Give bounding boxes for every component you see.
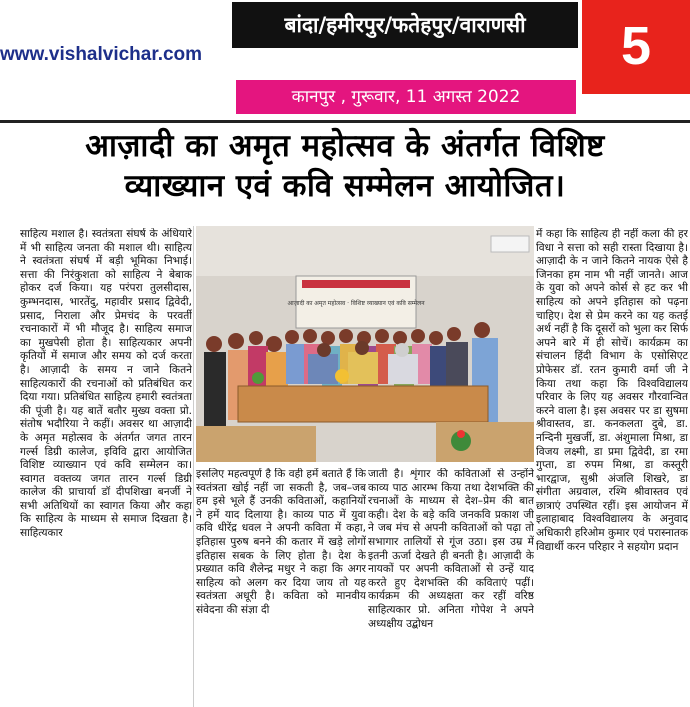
article-column-1: साहित्य मशाल है। स्वतंत्रता संघर्ष के अंधियारे में भी साहित्य जनता की मशाल थी। साहित्य ने स्वतंत्रता संघर्ष में बड़ी भूमिका निभाई। सत्ता की निरंकुशता को साहित्य ने बेबाक होकर दर्ज किया। यह परंपरा तुलसीदास, कुम्भनदास, भारतेंदु, महावीर प्रसाद द्विवेदी, प्रसाद, निराला और प्रेमचंद के परवर्ती रचनाकारों में भी मौजूद है। साहित्य समाज का मुखपेसी होता है। साहित्यकार अपनी कृतियों में समाज और समय को दर्ज करता है। आज़ादी के समय न जाने कितने साहित्यकारों की रचनाओं को प्रतिबंधित कर दिया गया। प्रतिबंधित साहित्य हमारी स्वतंत्रता की पूंजी है। यह बातें बतौर मुख्य वक्ता प्रो. संतोष भदौरिया ने कहीं। अवसर था आज़ादी के अमृत महोत्सव के अंतर्गत जगत तारन गर्ल्स डिग्री कालेज, इविवि द्वारा आयोजित विशिष्ट व्याख्यान एवं कवि सम्मेलन का। स्वागत वक्तव्य जगत तारन गर्ल्स डिग्री कालेज की प्राचार्या डॉ दीपशिखा बनर्जी ने सभी अतिथियों का स्वागत किया और कहा कि साहित्य के माध्यम से समाज दिखता है। साहित्यकार <box>20 228 192 540</box>
website-url: www.vishalvichar.com <box>0 44 203 65</box>
headline-line-1: आज़ादी का अमृत महोत्सव के अंतर्गत विशिष्ट <box>85 128 605 164</box>
column-divider <box>193 226 194 707</box>
article-column-4: में कहा कि साहित्य ही नहीं कला की हर विधा ने सत्ता को सही रास्ता दिखाया है। आज़ादी के न जाने कितने नायक ऐसे है जिनका हम नाम भी नहीं जानते। आज के युवा को अपने कोर्स से हट कर भी साहित्य को अपने इतिहास को पढ़ना चाहिए। देश से प्रेम करने का यह कतई अर्थ नहीं है कि दूसरों को भुला कर सिर्फ अपने बारे में ही सोचें। कार्यक्रम का संचालन हिंदी विभाग के एसोसिएट प्रोफेसर डॉ. रतन कुमारी वर्मा जी ने किया तथा कहा कि विश्वविद्यालय परिवार के लिए यह अवसर गौरवान्वित करने वाला है। इस अवसर पर डा सुषमा श्रीवास्तव, डा. कनकलता दुबे, डा. नन्दिनी मुखर्जी, डा. अंशुमाला मिश्रा, डा विजय लक्ष्मी, डा प्रमा द्विवेदी, डा रमा गुप्ता, डा रुपम मिश्रा, डा कस्तूरी भारद्वाज, सुश्री अंजलि शिखरे, डा संगीता अग्रवाल, रश्मि श्रीवास्तव एवं छात्राएं उपस्थित रहीं। इस आयोजन में इलाहाबाद विश्वविद्यालय के अनुवाद अधिकारी हरिओम कुमार एवं परास्नातक विद्यार्थी करन परिहार ने सहयोग प्रदान <box>536 228 688 553</box>
event-photo-illustration <box>196 226 534 462</box>
cities-banner: बांदा/हमीरपुर/फतेहपुर/वाराणसी <box>232 2 578 48</box>
photo-banner-text: आज़ादी का अमृत महोत्सव · विशिष्ट व्याख्यान एवं कवि सम्मेलन <box>287 300 425 307</box>
header-rule <box>0 120 690 123</box>
event-photo <box>196 226 534 462</box>
page-number: 5 <box>582 0 690 94</box>
article-column-3: जाती है। शृंगार की कविताओं से उन्होंने काव्य पाठ आरम्भ किया तथा देशभक्ति की रचनाओं के माध्यम से देश–प्रेम की बात कही। देश के बड़े कवि जनकवि प्रकाश जी ने जब मंच से अपनी कविताओं को पढ़ा तो सभागार तालियों से गूंज उठा। इस उम्र में इतनी ऊर्जा देखते ही बनती है। आज़ादी के नायकों पर अपनी कविताओं से उन्हें याद करते हुए देशभक्ति की कविताएं पढ़ीं। कार्यक्रम की अध्यक्षता कर रहीं वरिष्ठ साहित्यकार प्रो. अनिता गोपेश ने अपने अध्यक्षीय उद्बोधन <box>368 468 534 630</box>
dateline: कानपुर , गुरूवार, 11 अगस्त 2022 <box>236 80 576 114</box>
headline <box>0 126 690 206</box>
headline-line-2: व्याख्यान एवं कवि सम्मेलन आयोजित। <box>124 168 566 204</box>
article-column-2: इसलिए महत्वपूर्ण है कि वही हमें बताते हैं कि स्वतंत्रता खोई नहीं जा सकती है, जब–जब हम इसे भूले हैं उनकी कविताओं, कहानियों ने हमें याद दिलाया है। काव्य पाठ में युवा कवि धीरेंद्र धवल ने अपनी कविता में कहा, इतिहास पुरुष बनने की कतार में खड़े लोगों इतिहास सबक के लिए होता है। देश के प्रख्यात कवि शैलेन्द्र मधुर ने कहा कि अगर साहित्य को अलग कर दिया जाय तो यह स्वतंत्रता अधूरी है। कविता को मानवीय संवेदना की संज्ञा दी <box>196 468 366 616</box>
